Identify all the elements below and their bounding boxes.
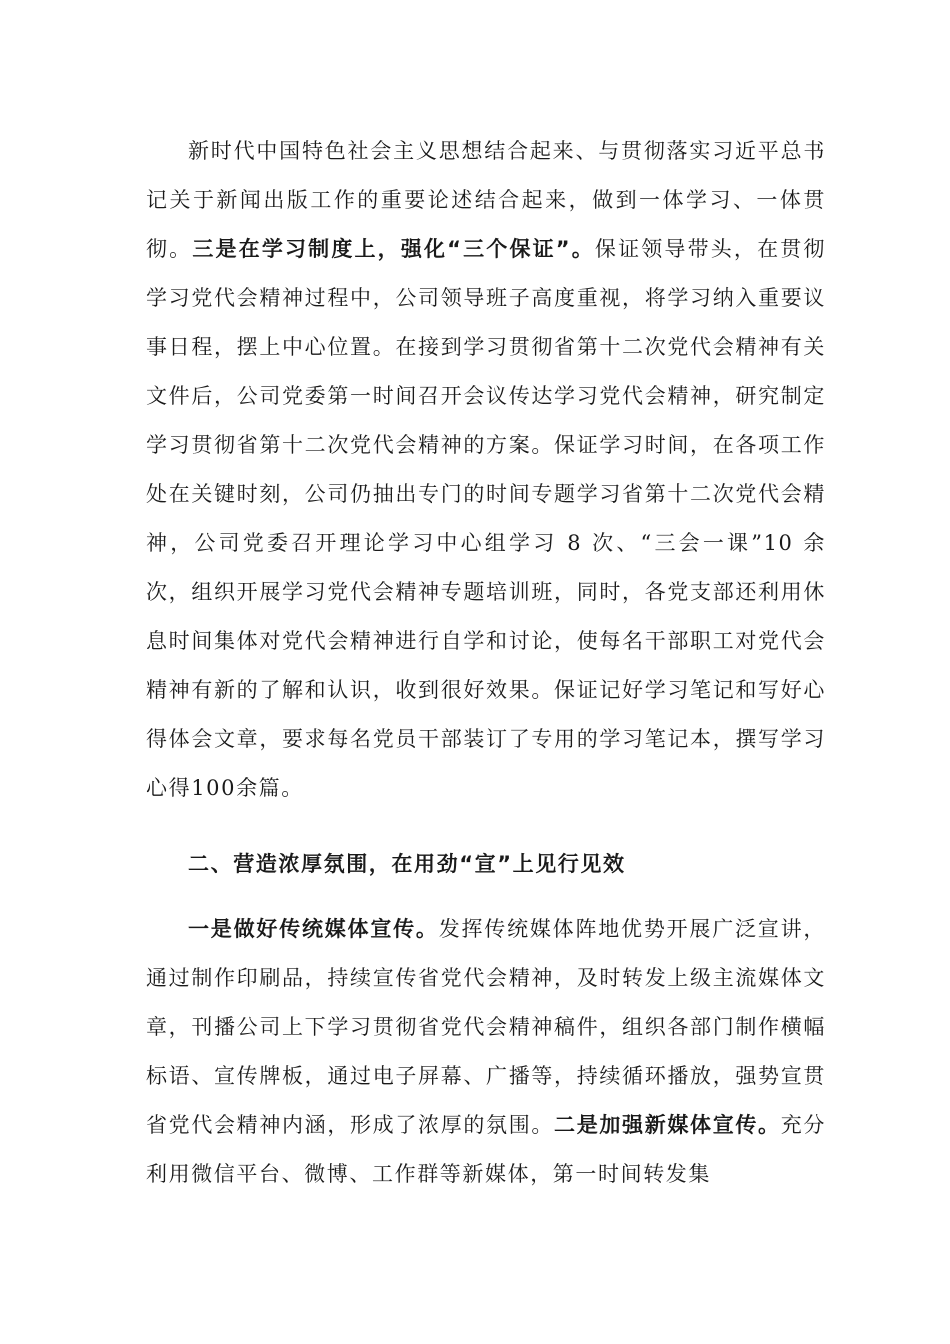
paragraph-study-system <box>146 127 826 813</box>
body-text-section-1 <box>146 127 826 813</box>
section-heading: 二、营造浓厚氛围，在用劲“宣”上见行见效 <box>188 852 626 876</box>
bold-lead-sentence: 二是加强新媒体宣传。 <box>554 1113 781 1137</box>
paragraph-text: 新时代中国特色社会主义思想结合起来、与贯彻落实习近平总书记关于新闻出版工作的重要论述结合起来，做到一体学习、一体贯彻。 <box>146 139 826 261</box>
body-text-section-2 <box>146 905 826 1199</box>
bold-lead-sentence: 三是在学习制度上，强化“三个保证”。 <box>192 237 595 261</box>
paragraph-text: 充分利用微信平台、微博、工作群等新媒体，第一时间转发集 <box>146 1113 826 1186</box>
paragraph-media-publicity <box>146 905 826 1199</box>
paragraph-text: 保证领导带头，在贯彻学习党代会精神过程中，公司领导班子高度重视，将学习纳入重要议事日程，摆上中心位置。在接到学习贯彻省第十二次党代会精神有关文件后，公司党委第一时间召开会议传达学习党代会精神，研究制定学习贯彻省第十二次党代会精神的方案。保证学习时间，在各项工作处在关键时刻，公司仍抽出专门的时间专题学习省第十二次党代会精神，公司党委召开理论学习中心组学习 8 次、“三会一课”10 余次，组织开展学习党代会精神专题培训班，同时，各党支部还利用休息时间集体对党代会精神进行自学和讨论，使每名干部职工对党代会精神有新的了解和认识，收到很好效果。保证记好学习笔记和写好心得体会文章，要求每名党员干部装订了专用的学习笔记本，撰写学习心得100余篇。 <box>146 237 827 800</box>
paragraph-text: 发挥传统媒体阵地优势开展广泛宣讲，通过制作印刷品，持续宣传省党代会精神，及时转发上级主流媒体文章，刊播公司上下学习贯彻省党代会精神稿件，组织各部门制作横幅标语、宣传牌板，通过电子屏幕、广播等，持续循环播放，强势宣贯省党代会精神内涵，形成了浓厚的氛围。 <box>146 917 826 1137</box>
bold-lead-sentence: 一是做好传统媒体宣传。 <box>188 917 439 941</box>
